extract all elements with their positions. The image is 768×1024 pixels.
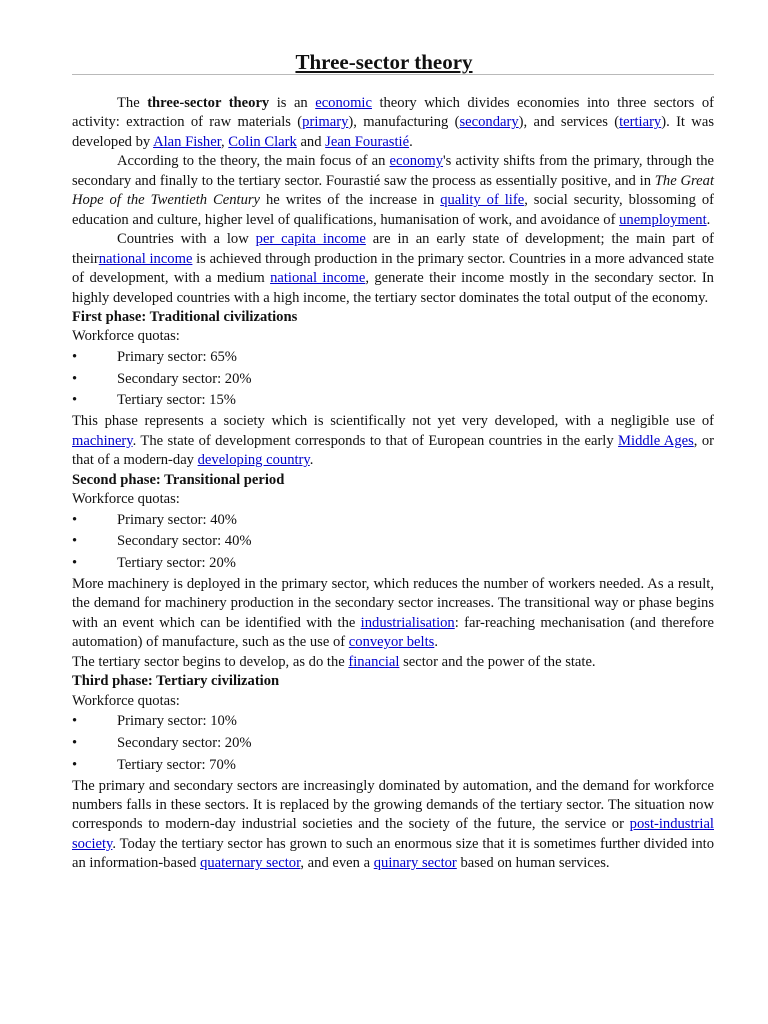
- bold-term: three-sector theory: [147, 95, 270, 111]
- link-primary[interactable]: primary: [302, 114, 349, 131]
- list-item-text: Secondary sector: 20%: [117, 370, 252, 387]
- link-quality-of-life[interactable]: quality of life: [440, 192, 525, 209]
- link-industrialisation[interactable]: industrialisation: [360, 614, 455, 631]
- list-item: [72, 510, 714, 532]
- phase2-quotas-label: Workforce quotas:: [72, 491, 180, 508]
- text: . The state of development corresponds to that of European countries in the early: [132, 432, 619, 449]
- link-economic[interactable]: economic: [315, 95, 372, 111]
- link-quinary-sector[interactable]: quinary sector: [373, 855, 457, 872]
- income-paragraph: [72, 230, 714, 308]
- link-secondary[interactable]: secondary: [459, 114, 519, 131]
- bullet-icon: •: [72, 348, 78, 365]
- text: This phase represents a society which is scientifically not yet very developed, with a negligible use of: [72, 413, 714, 430]
- list-item-text: Tertiary sector: 20%: [117, 555, 236, 572]
- phase3-paragraph: [72, 777, 714, 874]
- link-economy[interactable]: economy: [389, 153, 444, 170]
- bullet-icon: •: [72, 533, 78, 550]
- text: are in an early state of development; the main part of their: [72, 231, 714, 267]
- list-item: [72, 553, 714, 575]
- list-item-text: Primary sector: 40%: [117, 511, 237, 528]
- text: is achieved through production in the primary sector. Countries in a more advanced state of development, with a medium: [72, 250, 714, 287]
- list-item-text: Tertiary sector: 70%: [117, 756, 236, 773]
- page-title: Three-sector theory: [295, 50, 473, 74]
- link-post-industrial-society[interactable]: post-industrial society: [72, 816, 714, 852]
- bullet-icon: •: [72, 555, 78, 572]
- list-item: [72, 733, 714, 755]
- link-alan-fisher[interactable]: Alan Fisher: [153, 133, 221, 150]
- phase2-heading: Second phase: Transitional period: [72, 471, 285, 488]
- text: : far-reaching mechanisation (and therefore automation) of manufacture, such as the use of: [72, 614, 714, 651]
- phase3-heading: Third phase: Tertiary civilization: [72, 673, 280, 690]
- text: is an: [269, 95, 316, 111]
- text: based on human services.: [456, 855, 610, 872]
- bullet-icon: •: [72, 756, 78, 773]
- text: .: [706, 211, 711, 228]
- text: . Today the tertiary sector has grown to such an enormous size that it is sometimes further divided into an information-based: [72, 835, 714, 872]
- intro-paragraph: [72, 94, 714, 152]
- link-financial[interactable]: financial: [348, 653, 400, 670]
- text: , social security, blossoming of education and culture, higher level of qualifications, humanisation of work, and avoidance of: [72, 192, 714, 228]
- text: The primary and secondary sectors are increasingly dominated by automation, and the demand for workforce numbers falls in these sectors. It is replaced by the growing demands of the tertiary sector. The situation now corresponds to modern-day industrial societies and the society of the future, the service or: [72, 777, 714, 833]
- text: and: [296, 133, 326, 150]
- bullet-icon: •: [72, 370, 78, 387]
- theory-paragraph: [72, 152, 714, 230]
- phase2-paragraph-2: [72, 653, 714, 672]
- text: ). It was developed by: [72, 114, 715, 150]
- link-national-income-2[interactable]: national income: [270, 270, 366, 287]
- link-machinery[interactable]: machinery: [72, 432, 133, 449]
- list-item-text: Tertiary sector: 15%: [117, 392, 236, 409]
- link-per-capita-income[interactable]: per capita income: [255, 231, 366, 248]
- list-item-text: Primary sector: 10%: [117, 713, 237, 730]
- phase1-paragraph: [72, 412, 714, 470]
- link-conveyor-belts[interactable]: conveyor belts: [348, 634, 435, 651]
- list-item: [72, 347, 714, 369]
- link-colin-clark[interactable]: Colin Clark: [228, 133, 297, 150]
- link-national-income[interactable]: national income: [98, 250, 193, 267]
- text: ), manufacturing (: [348, 114, 460, 131]
- text: sector and the power of the state.: [399, 653, 596, 670]
- phase2-paragraph: [72, 575, 714, 653]
- link-jean-fourastie[interactable]: Jean Fourastié: [325, 133, 410, 150]
- list-item: [72, 711, 714, 733]
- list-item-text: Primary sector: 65%: [117, 348, 237, 365]
- text: , or that of a modern-day: [72, 432, 714, 469]
- phase1-heading: First phase: Traditional civilizations: [72, 308, 298, 325]
- link-middle-ages[interactable]: Middle Ages: [618, 432, 694, 449]
- text: The tertiary sector begins to develop, as do the: [72, 653, 349, 670]
- list-item-text: Secondary sector: 40%: [117, 533, 252, 550]
- text: , and even a: [300, 855, 374, 872]
- link-quaternary-sector[interactable]: quaternary sector: [200, 855, 301, 872]
- list-item: [72, 390, 714, 412]
- bullet-icon: •: [72, 392, 78, 409]
- list-item: [72, 369, 714, 391]
- link-developing-country[interactable]: developing country: [197, 452, 310, 469]
- phase3-quotas-label: Workforce quotas:: [72, 692, 180, 709]
- list-item-text: Secondary sector: 20%: [117, 734, 252, 751]
- text: The: [117, 95, 148, 111]
- text: .: [309, 452, 314, 469]
- text: ,: [220, 133, 229, 150]
- article-body: [72, 94, 714, 874]
- book-title: The Great Hope of the Twentieth Century: [72, 172, 714, 209]
- bullet-icon: •: [72, 713, 78, 730]
- text: Countries with a low: [117, 231, 256, 248]
- bullet-icon: •: [72, 734, 78, 751]
- link-unemployment[interactable]: unemployment: [619, 211, 707, 228]
- text: More machinery is deployed in the primary sector, which reduces the number of workers needed. As a result, the demand for machinery production in the secondary sector increases. The transitional way or phase begins with an event which can be identified with the: [72, 575, 714, 631]
- text: , generate their income mostly in the secondary sector. In highly developed countries with a high income, the tertiary sector dominates the total output of the economy.: [72, 270, 714, 306]
- text: ), and services (: [518, 114, 620, 131]
- text: According to the theory, the main focus of an: [117, 153, 390, 170]
- title-divider: [72, 74, 714, 75]
- phase1-quotas-label: Workforce quotas:: [72, 328, 180, 345]
- text: theory which divides economies into three sectors of activity: extraction of raw materials (: [72, 95, 714, 131]
- text: .: [409, 133, 413, 150]
- text: .: [434, 634, 438, 651]
- bullet-icon: •: [72, 511, 78, 528]
- text: he writes of the increase in: [260, 192, 441, 209]
- list-item: [72, 531, 714, 553]
- link-tertiary[interactable]: tertiary: [619, 114, 662, 131]
- text: 's activity shifts from the primary, through the secondary and finally to the tertiary sector. Fourastié saw the process as essentially positive, and in: [72, 153, 714, 189]
- list-item: [72, 755, 714, 777]
